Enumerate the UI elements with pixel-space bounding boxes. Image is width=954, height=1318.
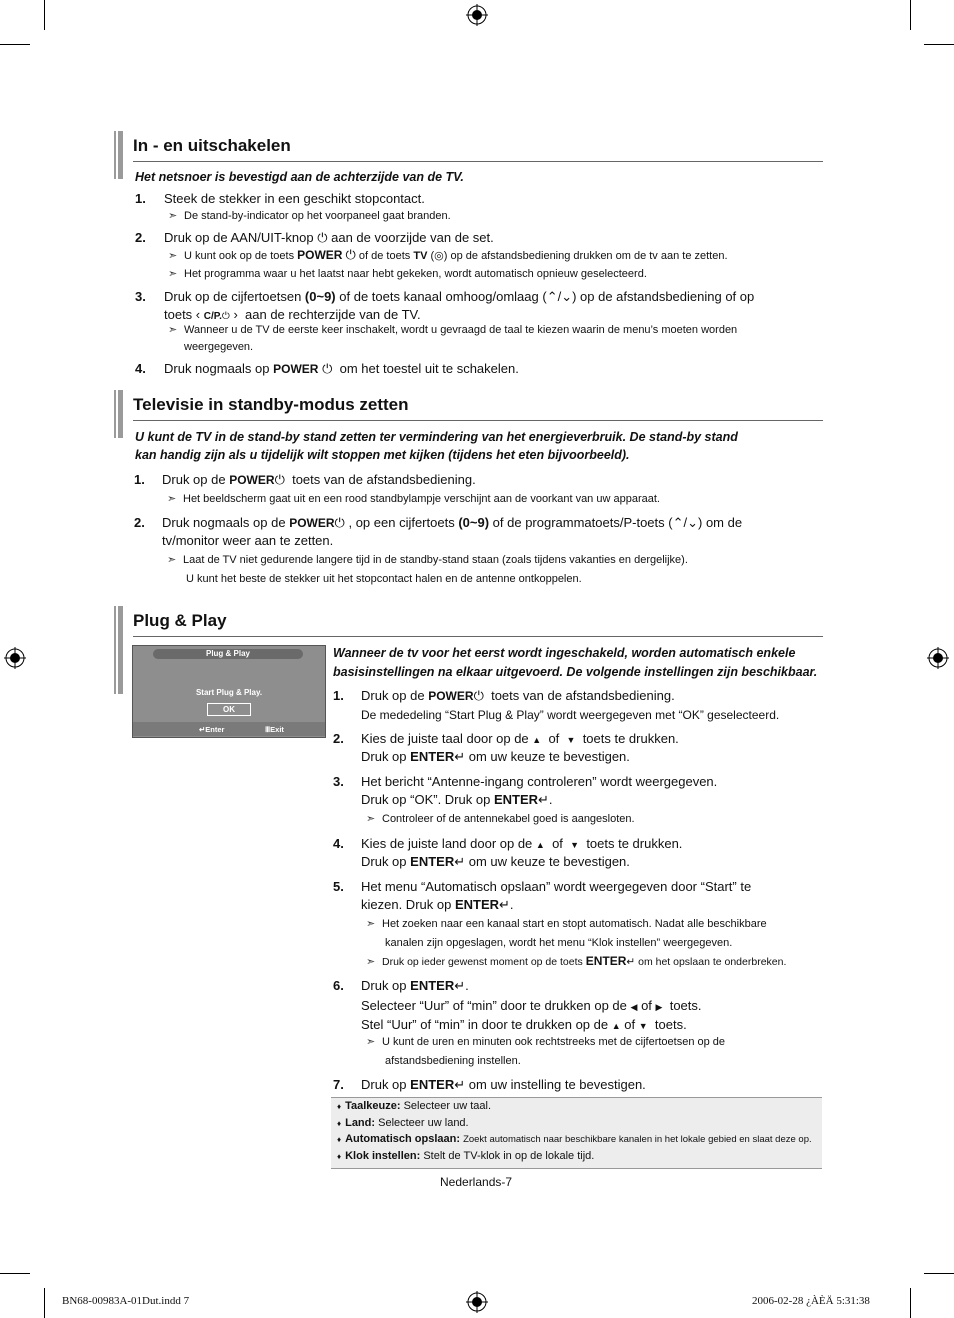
- section-rule: [133, 161, 823, 162]
- tv-button-icon: ◎: [434, 250, 444, 262]
- menu-icon: Ⅲ: [265, 725, 271, 734]
- note-arrow-icon: ➣: [168, 210, 178, 222]
- crop-mark: [924, 44, 954, 45]
- footer-filename: BN68-00983A-01Dut.indd 7: [62, 1295, 190, 1307]
- enter-icon: ↵: [199, 725, 206, 734]
- section-intro: Het netsnoer is bevestigd aan de achterzijde van de TV.: [135, 170, 464, 184]
- section-bar: [114, 390, 123, 438]
- step-number: 1.: [134, 472, 145, 487]
- power-icon: ⏻: [322, 361, 333, 376]
- step-note: ➣ De stand-by-indicator op het voorpaneel gaat branden.: [168, 207, 451, 225]
- tv-menu-footer: [133, 722, 325, 736]
- note-arrow-icon: ➣: [366, 918, 376, 930]
- step-number: 3.: [135, 289, 146, 304]
- step-number: 4.: [333, 836, 344, 851]
- channel-up-down-icon: ⌃/⌄: [546, 289, 573, 304]
- note-arrow-icon: ➣: [168, 268, 178, 280]
- step-text: Druk nogmaals op de POWER⏻ , op een cijfertoets (0~9) of de programmatoets/P-toets (⌃/⌄) om de tv/monitor weer aan te zetten.: [162, 515, 743, 548]
- note-arrow-icon: ➣: [167, 554, 177, 566]
- step-text: kiezen. Druk op ENTER↵.: [361, 897, 514, 912]
- step-note-cont: afstandsbediening instellen.: [385, 1055, 521, 1067]
- right-arrow-icon: ▶: [655, 1002, 663, 1012]
- summary-item: ♦ Taalkeuze: Selecteer uw taal.: [337, 1100, 492, 1112]
- step-text: Druk op de POWER⏻ toets van de afstandsbediening.: [162, 472, 476, 487]
- step-text: Stel “Uur” of “min” in door te drukken op de ▲ of ▼ toets.: [361, 1017, 687, 1032]
- registration-mark-icon: [927, 647, 949, 669]
- step-note: ➣ Druk op ieder gewenst moment op de toets ENTER↵ om het opslaan te onderbreken.: [366, 952, 786, 971]
- step-note: ➣ Het programma waar u het laatst naar hebt gekeken, wordt automatisch opnieuw geselecteerd.: [168, 265, 647, 283]
- page-number: Nederlands-7: [440, 1175, 513, 1189]
- crop-mark: [0, 1273, 30, 1274]
- summary-item: ♦ Land: Selecteer uw land.: [337, 1117, 469, 1129]
- channel-up-down-icon: ⌃/⌄: [672, 515, 698, 530]
- note-arrow-icon: ➣: [366, 813, 376, 825]
- diamond-bullet-icon: ♦: [337, 1152, 342, 1161]
- step-text: Druk op ENTER↵ om uw keuze te bevestigen.: [361, 854, 630, 869]
- section-bar: [114, 606, 123, 694]
- step-number: 3.: [333, 774, 344, 789]
- down-arrow-icon: ▼: [638, 1021, 648, 1031]
- step-text: Het bericht “Antenne-ingang controleren” wordt weergegeven.: [361, 774, 718, 789]
- step-text: Druk op ENTER↵ om uw instelling te bevestigen.: [361, 1077, 646, 1092]
- step-number: 7.: [333, 1077, 344, 1092]
- step-text: Het menu “Automatisch opslaan” wordt weergegeven door “Start” te: [361, 879, 752, 894]
- down-arrow-icon: ▼: [570, 840, 580, 850]
- tv-enter-hint: ↵Enter: [199, 725, 225, 734]
- settings-summary-box: [331, 1097, 822, 1169]
- tv-menu-message: Start Plug & Play.: [195, 688, 263, 697]
- enter-icon: ↵: [454, 1077, 466, 1092]
- enter-icon: ↵: [499, 897, 510, 912]
- section-rule: [133, 420, 823, 421]
- crop-mark: [44, 1288, 45, 1318]
- power-icon: ⏻: [345, 247, 356, 262]
- step-text: Druk nogmaals op POWER ⏻ om het toestel uit te schakelen.: [164, 361, 519, 376]
- crop-mark: [924, 1273, 954, 1274]
- section-title: Televisie in standby-modus zetten: [133, 395, 409, 414]
- step-number: 2.: [135, 230, 146, 245]
- step-text: Druk op “OK”. Druk op ENTER↵.: [361, 792, 553, 807]
- step-note-cont: U kunt het beste de stekker uit het stopcontact halen en de antenne ontkoppelen.: [186, 573, 582, 585]
- power-icon: ⏻: [317, 230, 328, 245]
- power-icon: ⏻: [274, 472, 285, 487]
- crop-mark: [910, 0, 911, 30]
- step-note: ➣ Wanneer u de TV de eerste keer inschakelt, wordt u gevraagd de taal te kiezen waarin de menu’s moeten worden: [168, 321, 737, 339]
- section-rule: [133, 636, 823, 637]
- step-number: 5.: [333, 879, 344, 894]
- note-arrow-icon: ➣: [366, 956, 376, 968]
- section-bar: [114, 131, 123, 179]
- section-intro: kan handig zijn als u tijdelijk wilt stoppen met kijken (tijdens het eten bijvoorbeeld).: [135, 448, 630, 462]
- footer-timestamp: 2006-02-28 ¿ÀÈÄ 5:31:38: [752, 1295, 870, 1307]
- power-icon: ⏻: [334, 515, 345, 530]
- crop-mark: [910, 1288, 911, 1318]
- enter-icon: ↵: [626, 956, 636, 968]
- step-text: Druk op ENTER↵.: [361, 978, 469, 993]
- note-arrow-icon: ➣: [168, 250, 178, 262]
- summary-item: ♦ Automatisch opslaan: Zoekt automatisch naar beschikbare kanalen in het lokale gebied en slaat deze op.: [337, 1133, 812, 1145]
- section-intro: U kunt de TV in de stand-by stand zetten ter vermindering van het energieverbruik. De stand-by stand: [135, 430, 738, 444]
- up-arrow-icon: ▲: [532, 735, 542, 745]
- step-note: ➣ U kunt de uren en minuten ook rechtstreeks met de cijfertoetsen op de: [366, 1033, 725, 1051]
- section-title: In - en uitschakelen: [133, 136, 291, 155]
- step-number: 1.: [135, 191, 146, 206]
- step-note-cont: weergegeven.: [184, 341, 254, 353]
- step-note-cont: kanalen zijn opgeslagen, wordt het menu “Klok instellen” weergegeven.: [385, 937, 733, 949]
- step-text: De mededeling “Start Plug & Play” wordt weergegeven met “OK” geselecteerd.: [361, 708, 780, 722]
- registration-mark-icon: [4, 647, 26, 669]
- note-arrow-icon: ➣: [366, 1036, 376, 1048]
- step-text: Druk op de POWER⏻ toets van de afstandsbediening.: [361, 688, 675, 703]
- step-note: ➣ Het zoeken naar een kanaal start en stopt automatisch. Nadat alle beschikbare: [366, 915, 767, 933]
- tv-exit-hint: ⅢExit: [265, 725, 284, 734]
- enter-icon: ↵: [454, 978, 466, 993]
- section-intro: Wanneer de tv voor het eerst wordt ingeschakeld, worden automatisch enkele: [333, 646, 796, 660]
- enter-icon: ↵: [538, 792, 549, 807]
- down-arrow-icon: ▼: [566, 735, 576, 745]
- step-number: 4.: [135, 361, 146, 376]
- tv-ok-button: OK: [207, 703, 251, 716]
- diamond-bullet-icon: ♦: [337, 1135, 342, 1144]
- note-arrow-icon: ➣: [167, 493, 177, 505]
- step-text: Kies de juiste land door op de ▲ of ▼ toets te drukken.: [361, 836, 683, 851]
- registration-mark-icon: [466, 1291, 488, 1313]
- step-text: Steek de stekker in een geschikt stopcontact.: [164, 191, 425, 206]
- step-text: Druk op de AAN/UIT-knop ⏻ aan de voorzijde van de set.: [164, 230, 494, 245]
- section-title: Plug & Play: [133, 611, 227, 630]
- diamond-bullet-icon: ♦: [337, 1102, 342, 1111]
- step-note: ➣ Controleer of de antennekabel goed is aangesloten.: [366, 810, 635, 828]
- step-text: Selecteer “Uur” of “min” door te drukken op de ◀ of ▶ toets.: [361, 998, 702, 1013]
- registration-mark-icon: [466, 4, 488, 26]
- up-arrow-icon: ▲: [611, 1021, 621, 1031]
- crop-mark: [44, 0, 45, 30]
- section-intro: basisinstellingen na elkaar uitgevoerd. De volgende instellingen zijn beschikbaar.: [333, 665, 818, 679]
- enter-icon: ↵: [454, 749, 466, 764]
- crop-mark: [0, 44, 30, 45]
- step-text: Druk op ENTER↵ om uw keuze te bevestigen.: [361, 749, 630, 764]
- enter-icon: ↵: [454, 854, 466, 869]
- tv-menu-title: Plug & Play: [153, 649, 303, 659]
- summary-item: ♦ Klok instellen: Stelt de TV-klok in op de lokale tijd.: [337, 1150, 595, 1162]
- up-arrow-icon: ▲: [535, 840, 545, 850]
- diamond-bullet-icon: ♦: [337, 1119, 342, 1128]
- left-arrow-icon: ◀: [630, 1002, 638, 1012]
- step-number: 2.: [333, 731, 344, 746]
- step-note: ➣ U kunt ook op de toets POWER ⏻ of de toets TV (◎) op de afstandsbediening drukken om de tv aan te zetten.: [168, 246, 728, 265]
- tv-screen-illustration: [132, 645, 326, 738]
- note-arrow-icon: ➣: [168, 324, 178, 336]
- power-icon: ⏻: [473, 688, 484, 703]
- step-number: 6.: [333, 978, 344, 993]
- step-note: ➣ Laat de TV niet gedurende langere tijd in de standby-stand staan (zoals tijdens vakanties en dergelijke).: [167, 551, 688, 569]
- step-note: ➣ Het beeldscherm gaat uit en een rood standbylampje verschijnt aan de voorkant van uw apparaat.: [167, 490, 660, 508]
- step-number: 2.: [134, 515, 145, 530]
- step-number: 1.: [333, 688, 344, 703]
- step-text: Druk op de cijfertoetsen (0~9) of de toets kanaal omhoog/omlaag (⌃/⌄) op de afstandsbediening of op toets ‹ C/P.⏻ › aan de rechterzijde van de TV.: [164, 289, 755, 322]
- step-text: Kies de juiste taal door op de ▲ of ▼ toets te drukken.: [361, 731, 679, 746]
